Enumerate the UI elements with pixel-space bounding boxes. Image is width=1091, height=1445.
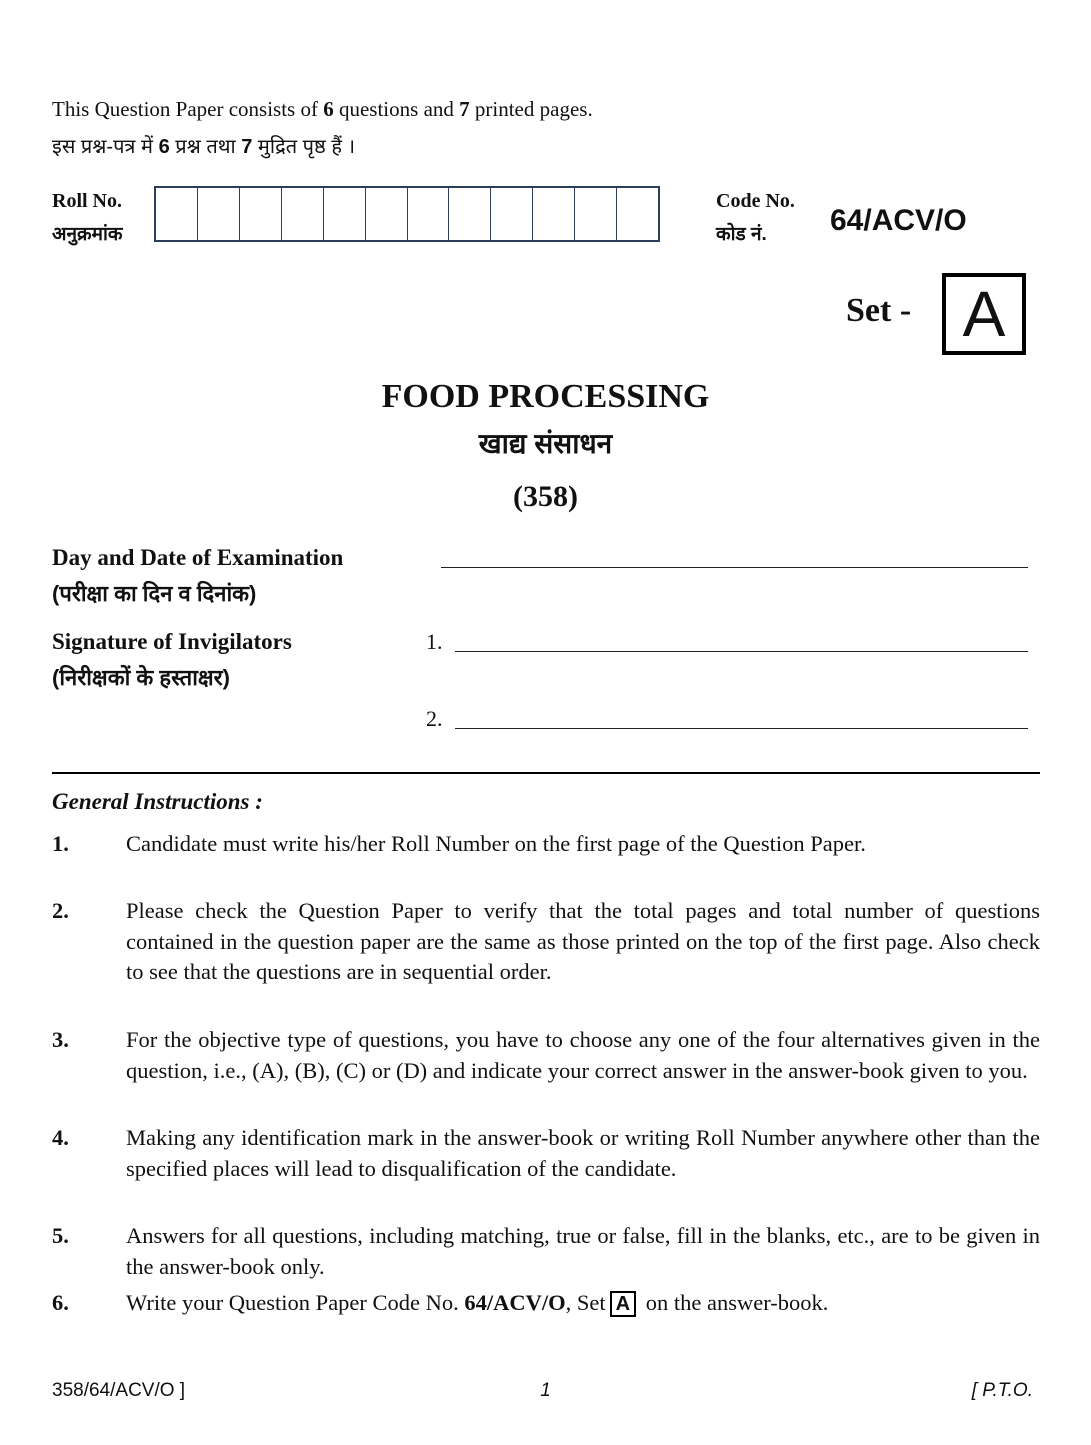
code-label-hindi: कोड नं. [716, 224, 767, 245]
roll-cell[interactable] [282, 188, 324, 240]
roll-cell[interactable] [491, 188, 533, 240]
day-date-label: Day and Date of Examination [52, 545, 344, 570]
roll-cell[interactable] [366, 188, 408, 240]
paper-code-inline: 64/ACV/O [464, 1290, 566, 1315]
instruction-number: 6. [52, 1290, 69, 1315]
page-number: 1 [540, 1380, 551, 1401]
subject-title-hindi: खाद्य संसाधन [478, 428, 613, 459]
day-date-line[interactable] [441, 567, 1028, 568]
section-divider [52, 772, 1040, 774]
instruction-number: 2. [52, 898, 69, 923]
instruction-number: 5. [52, 1223, 69, 1248]
instruction-text: Answers for all questions, including matching, true or false, fill in the blanks, etc., are to be given in the answer-book only. [126, 1223, 1040, 1279]
set-box: A [942, 273, 1026, 355]
roll-cell[interactable] [324, 188, 366, 240]
code-value: 64/ACV/O [830, 204, 967, 237]
code-label-english: Code No. [716, 190, 795, 212]
instruction-text: Please check the Question Paper to verify that the total pages and total number of questions contained in the question paper are the same as those printed on the top of the first page. Also check to see that the questions are in sequential order. [126, 898, 1040, 984]
instruction-text: For the objective type of questions, you have to choose any one of the four alternatives given in the question, i.e., (A), (B), (C) or (D) and indicate your correct answer in the answer-book given to you. [126, 1027, 1040, 1083]
paper-info-hindi: इस प्रश्न-पत्र में 6 प्रश्न तथा 7 मुद्रित पृष्ठ हैं । [52, 136, 356, 158]
paper-info-english: This Question Paper consists of 6 questions and 7 printed pages. [52, 97, 593, 121]
footer-code: 358/64/ACV/O ] [52, 1380, 186, 1401]
subject-code: (358) [513, 480, 578, 513]
signature-2-line[interactable] [455, 728, 1028, 729]
roll-cell[interactable] [156, 188, 198, 240]
signature-2-number: 2. [426, 706, 443, 731]
pto-label: [ P.T.O. [971, 1380, 1033, 1401]
set-box-inline: A [610, 1291, 636, 1317]
signature-1-line[interactable] [455, 651, 1028, 652]
roll-cell[interactable] [575, 188, 617, 240]
signature-1-number: 1. [426, 629, 443, 654]
roll-cell[interactable] [240, 188, 282, 240]
roll-cell[interactable] [617, 188, 658, 240]
roll-cell[interactable] [533, 188, 575, 240]
instruction-number: 1. [52, 831, 69, 856]
roll-cell[interactable] [408, 188, 450, 240]
set-label: Set - [846, 292, 912, 329]
roll-cell[interactable] [198, 188, 240, 240]
signature-label-hindi: (निरीक्षकों के हस्ताक्षर) [52, 665, 230, 690]
roll-label-english: Roll No. [52, 190, 122, 212]
instruction-text: Making any identification mark in the answer-book or writing Roll Number anywhere other than the specified places will lead to disqualification of the candidate. [126, 1125, 1040, 1181]
roll-cell[interactable] [449, 188, 491, 240]
subject-title: FOOD PROCESSING [381, 378, 710, 415]
day-date-label-hindi: (परीक्षा का दिन व दिनांक) [52, 581, 257, 606]
signature-label: Signature of Invigilators [52, 629, 292, 654]
instruction-text: Write your Question Paper Code No. 64/ACV/O, Set A on the answer-book. [126, 1290, 829, 1315]
instruction-text: Candidate must write his/her Roll Number on the first page of the Question Paper. [126, 831, 866, 856]
roll-number-grid[interactable] [154, 186, 660, 242]
instructions-heading: General Instructions : [52, 789, 263, 814]
roll-label-hindi: अनुक्रमांक [52, 224, 123, 245]
instruction-number: 3. [52, 1027, 69, 1052]
instruction-number: 4. [52, 1125, 69, 1150]
